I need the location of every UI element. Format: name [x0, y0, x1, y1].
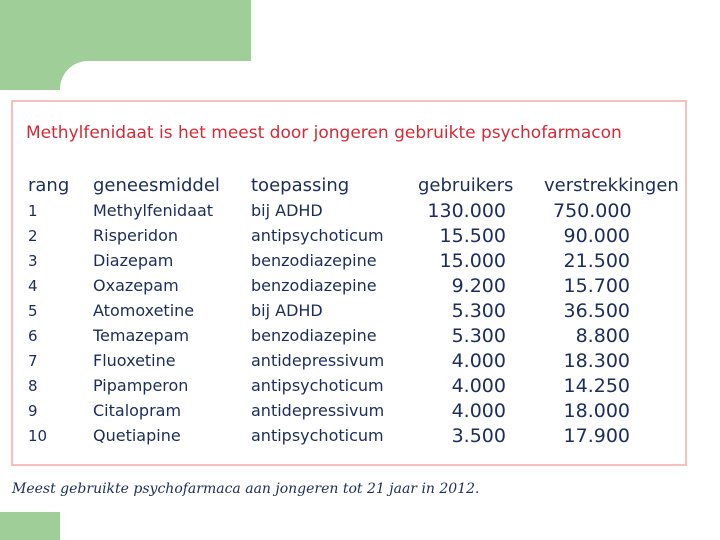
cell-use: antipsychoticum — [251, 426, 384, 445]
cell-medicine: Risperidon — [93, 226, 179, 245]
cell-use: bij ADHD — [251, 201, 323, 220]
cell-rank: 8 — [28, 377, 38, 395]
table-row — [13, 225, 685, 250]
cell-prescriptions: 18.300 — [563, 350, 630, 372]
cell-use: antipsychoticum — [251, 226, 384, 245]
cell-users: 4.000 — [451, 375, 506, 397]
cell-rank: 10 — [28, 427, 48, 445]
header-use: toepassing — [251, 175, 350, 196]
cell-prescriptions: 36.500 — [563, 300, 630, 322]
cell-rank: 9 — [28, 402, 38, 420]
cell-users: 5.300 — [451, 325, 506, 347]
cell-rank: 2 — [28, 227, 38, 245]
cell-medicine: Fluoxetine — [93, 351, 176, 370]
table-row — [13, 250, 685, 275]
cell-medicine: Quetiapine — [93, 426, 181, 445]
cell-prescriptions: 90.000 — [563, 225, 630, 247]
table-row — [13, 375, 685, 400]
table-title: Methylfenidaat is het meest door jongeren gebruikte psychofarmacon — [26, 123, 622, 143]
cell-prescriptions: 14.250 — [563, 375, 630, 397]
cell-users: 5.300 — [451, 300, 506, 322]
decorative-notch — [60, 61, 251, 90]
cell-medicine: Citalopram — [93, 401, 182, 420]
table-row — [13, 275, 685, 300]
cell-medicine: Atomoxetine — [93, 301, 195, 320]
cell-use: benzodiazepine — [251, 276, 377, 295]
cell-medicine: Pipamperon — [93, 376, 189, 395]
cell-use: bij ADHD — [251, 301, 323, 320]
cell-prescriptions: 750.000 — [553, 200, 632, 222]
cell-prescriptions: 21.500 — [563, 250, 630, 272]
cell-users: 15.500 — [439, 225, 506, 247]
table-row — [13, 350, 685, 375]
cell-users: 9.200 — [451, 275, 506, 297]
cell-rank: 3 — [28, 252, 38, 270]
cell-rank: 6 — [28, 327, 38, 345]
cell-prescriptions: 17.900 — [563, 425, 630, 447]
medication-table — [11, 100, 687, 466]
cell-prescriptions: 8.800 — [575, 325, 630, 347]
cell-prescriptions: 18.000 — [563, 400, 630, 422]
cell-use: benzodiazepine — [251, 251, 377, 270]
header-users: gebruikers — [418, 175, 514, 196]
header-rank: rang — [28, 175, 70, 196]
cell-use: antidepressivum — [251, 401, 385, 420]
cell-medicine: Oxazepam — [93, 276, 179, 295]
cell-prescriptions: 15.700 — [563, 275, 630, 297]
table-row — [13, 325, 685, 350]
cell-users: 15.000 — [439, 250, 506, 272]
table-caption: Meest gebruikte psychofarmaca aan jongeren tot 21 jaar in 2012. — [12, 481, 480, 497]
cell-medicine: Methylfenidaat — [93, 201, 214, 220]
cell-use: benzodiazepine — [251, 326, 377, 345]
cell-use: antidepressivum — [251, 351, 385, 370]
cell-rank: 1 — [28, 202, 38, 220]
cell-rank: 7 — [28, 352, 38, 370]
cell-rank: 5 — [28, 302, 38, 320]
decorative-green-block-bottom — [0, 512, 60, 540]
cell-medicine: Temazepam — [93, 326, 190, 345]
cell-rank: 4 — [28, 277, 38, 295]
header-prescriptions: verstrekkingen — [544, 175, 679, 196]
cell-users: 4.000 — [451, 400, 506, 422]
cell-use: antipsychoticum — [251, 376, 384, 395]
table-row — [13, 200, 685, 225]
table-row — [13, 400, 685, 425]
header-medicine: geneesmiddel — [93, 175, 220, 196]
cell-users: 130.000 — [427, 200, 506, 222]
table-row — [13, 425, 685, 450]
cell-users: 3.500 — [451, 425, 506, 447]
table-row — [13, 300, 685, 325]
cell-users: 4.000 — [451, 350, 506, 372]
cell-medicine: Diazepam — [93, 251, 174, 270]
